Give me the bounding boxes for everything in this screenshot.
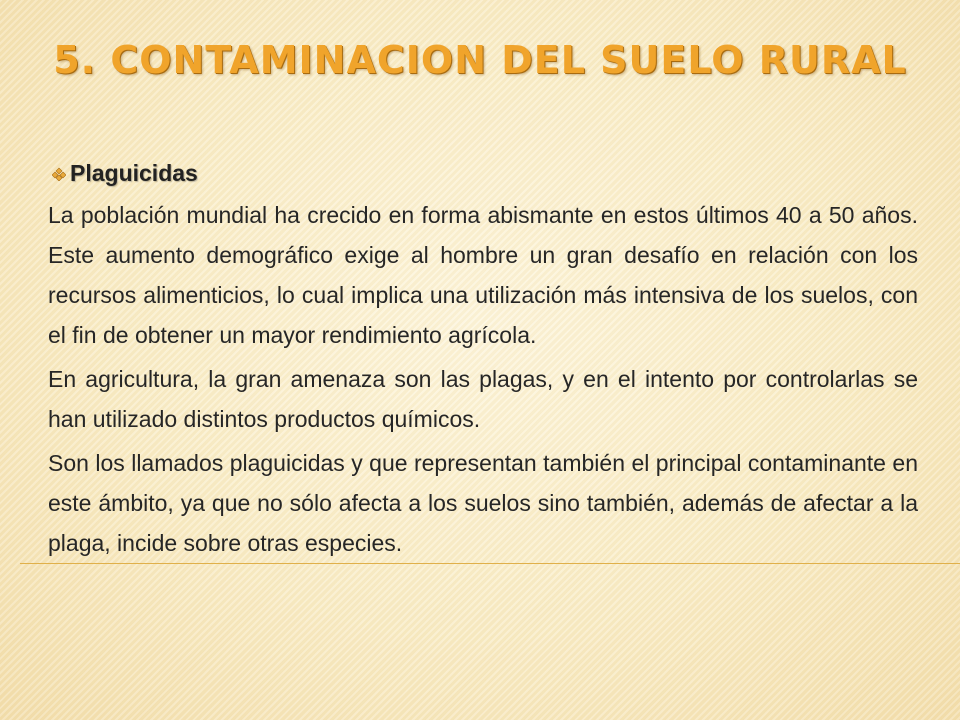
slide-title: 5. CONTAMINACION DEL SUELO RURAL bbox=[53, 38, 907, 82]
paragraph: Son los llamados plaguicidas y que representan también el principal contaminante en este ámbito, ya que no sólo afecta a los suelos sino también, además de afectar a la plaga, incide sobre otras especies. bbox=[48, 450, 918, 556]
bullet-heading bbox=[52, 160, 918, 187]
paragraph: La población mundial ha crecido en forma abismante en estos últimos 40 a 50 años. Este aumento demográfico exige al hombre un gran desafío en relación con los recursos alimenticios, lo cual implica una utilización más intensiva de los suelos, con el fin de obtener un mayor rendimiento agrícola. bbox=[48, 202, 918, 348]
slide-content bbox=[48, 160, 918, 567]
bullet-label: Plaguicidas bbox=[70, 160, 198, 186]
diamond-bullet-icon bbox=[52, 167, 66, 181]
decorative-divider bbox=[20, 563, 960, 564]
paragraph: En agricultura, la gran amenaza son las plagas, y en el intento por controlarlas se han utilizado distintos productos químicos. bbox=[48, 366, 918, 432]
